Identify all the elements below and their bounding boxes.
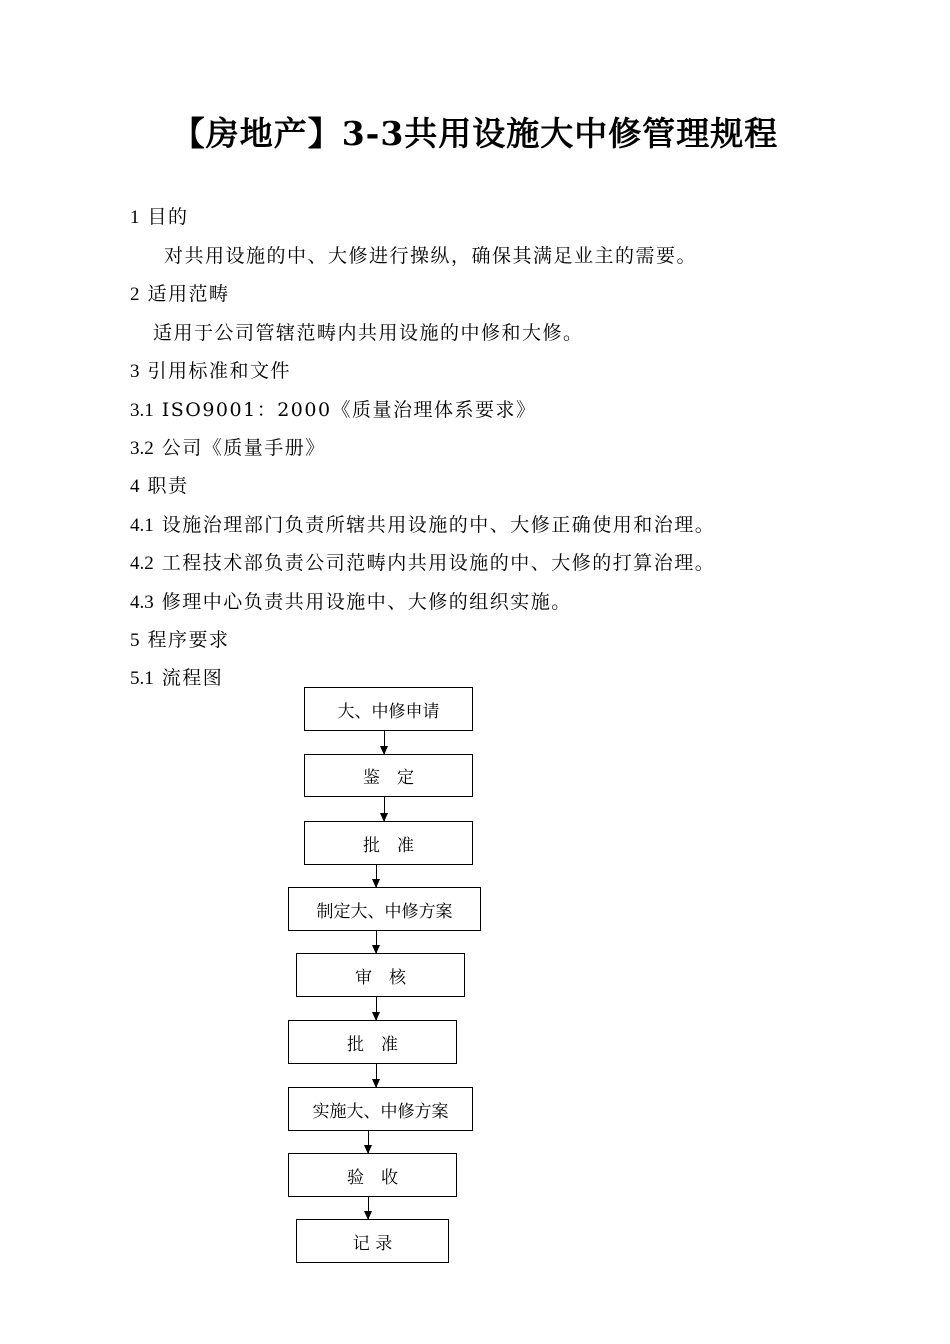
section-text: 设施治理部门负责所辖共用设施的中、大修正确使用和治理。	[161, 514, 716, 536]
section-3-2	[130, 433, 326, 460]
section-number: 5	[130, 630, 140, 651]
section-text: 程序要求	[147, 629, 230, 651]
flow-arrow	[368, 1131, 369, 1153]
section-4-1	[130, 510, 715, 537]
section-1-body	[164, 241, 697, 268]
section-number: 4.3	[130, 592, 154, 613]
section-number: 4.1	[130, 515, 154, 536]
section-5-1	[130, 663, 223, 690]
section-text: 适用于公司管辖范畴内共用设施的中修和大修。	[153, 322, 584, 344]
section-3-heading	[130, 356, 291, 383]
flow-arrow	[384, 731, 385, 754]
section-text: 工程技术部负责公司范畴内共用设施的中、大修的打算治理。	[161, 552, 716, 574]
section-4-3	[130, 587, 572, 614]
flow-arrow	[376, 931, 377, 953]
section-number: 5.1	[130, 668, 154, 689]
flow-step-review: 审 核	[296, 953, 465, 997]
section-2-body	[153, 318, 584, 345]
flow-step-repair-request: 大、中修申请	[304, 687, 473, 731]
section-text: 引用标准和文件	[147, 360, 292, 382]
flow-step-approval-2: 批 准	[288, 1020, 457, 1064]
flow-step-acceptance: 验 收	[288, 1153, 457, 1197]
section-4-heading	[130, 471, 189, 498]
section-4-2	[130, 548, 715, 575]
section-3-1	[130, 395, 537, 422]
section-text: 公司《质量手册》	[161, 437, 326, 459]
section-number: 3.1	[130, 400, 154, 421]
section-text: 目的	[147, 206, 189, 228]
flow-step-plan-drafting: 制定大、中修方案	[288, 887, 481, 931]
flow-step-record: 记 录	[296, 1219, 449, 1263]
flow-arrow	[384, 797, 385, 821]
section-number: 3.2	[130, 438, 154, 459]
section-2-heading	[130, 279, 230, 306]
section-text: 职责	[147, 475, 189, 497]
section-5-heading	[130, 625, 230, 652]
flow-step-approval-1: 批 准	[304, 821, 473, 865]
flow-step-plan-implementation: 实施大、中修方案	[288, 1087, 473, 1131]
flow-arrow	[368, 1197, 369, 1219]
section-text: 流程图	[161, 667, 224, 689]
section-number: 3	[130, 361, 140, 382]
document-title: 【房地产】3-3共用设施大中修管理规程	[171, 114, 779, 153]
flow-arrow	[376, 1064, 377, 1087]
section-1-heading	[130, 202, 189, 229]
section-text: 适用范畴	[147, 283, 230, 305]
section-number: 4	[130, 476, 140, 497]
section-text: ISO9001：2000《质量治理体系要求》	[161, 399, 537, 421]
section-text: 对共用设施的中、大修进行操纵，确保其满足业主的需要。	[164, 245, 698, 267]
section-number: 2	[130, 284, 140, 305]
flow-arrow	[376, 997, 377, 1020]
flow-step-appraisal: 鉴 定	[304, 754, 473, 797]
section-text: 修理中心负责共用设施中、大修的组织实施。	[161, 591, 572, 613]
section-number: 1	[130, 207, 140, 228]
flow-arrow	[376, 865, 377, 887]
section-number: 4.2	[130, 553, 154, 574]
